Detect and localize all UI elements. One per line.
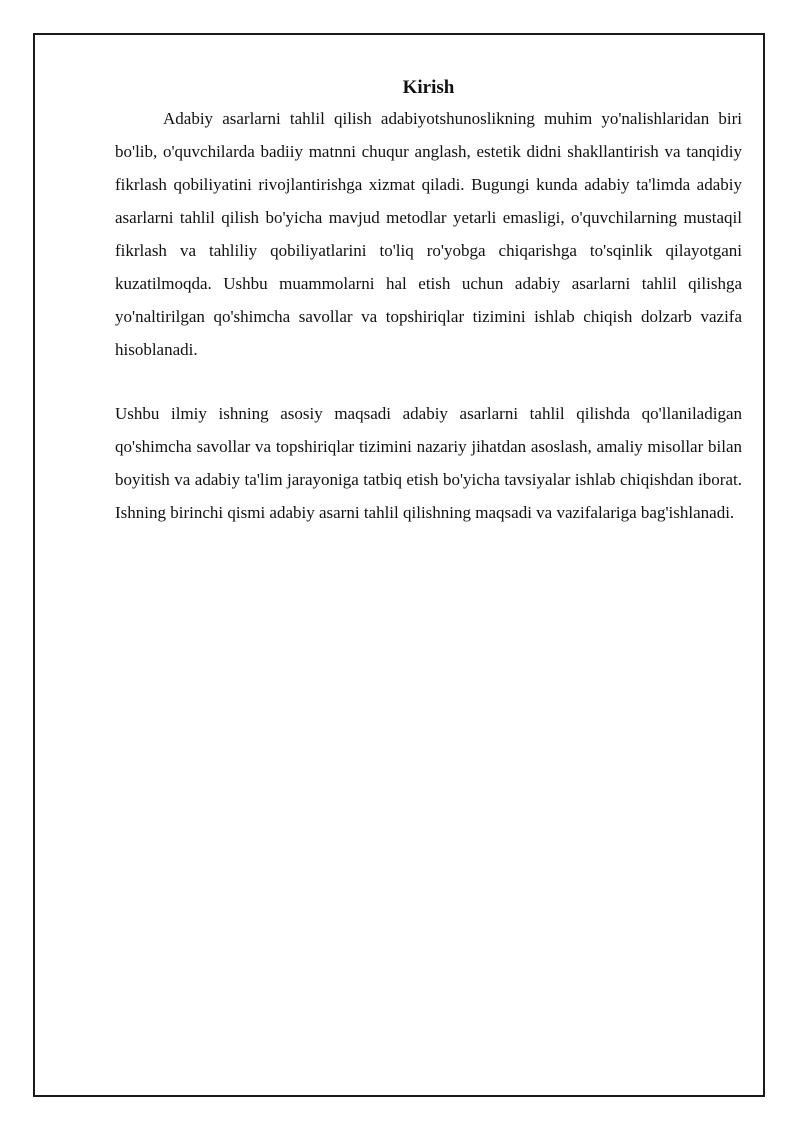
document-body [115, 74, 742, 529]
page-title: Kirish [402, 77, 455, 98]
paragraph-spacer [115, 366, 742, 397]
paragraph-purpose: Ushbu ilmiy ishning asosiy maqsadi adabiy asarlarni tahlil qilishda qo'llaniladigan qo'shimcha savollar va topshiriqlar tizimini nazariy jihatdan asoslash, amaliy misollar bilan boyitish va adabiy ta'lim jarayoniga tatbiq etish bo'yicha tavsiyalar ishlab chiqishdan iborat. Ishning birinchi qismi adabiy asarni tahlil qilishning maqsadi va vazifalariga bag'ishlanadi. [115, 404, 742, 522]
paragraph-introduction: Adabiy asarlarni tahlil qilish adabiyotshunoslikning muhim yo'nalishlaridan biri bo'lib, o'quvchilarda badiiy matnni chuqur anglash, estetik didni shakllantirish va tanqidiy fikrlash qobiliyatini rivojlantirishga xizmat qiladi. Bugungi kunda adabiy ta'limda adabiy asarlarni tahlil qilish bo'yicha mavjud metodlar yetarli emasligi, o'quvchilarning mustaqil fikrlash va tahliliy qobiliyatlarini to'liq ro'yobga chiqarishga to'sqinlik qilayotgani kuzatilmoqda. Ushbu muammolarni hal etish uchun adabiy asarlarni tahlil qilishga yo'naltirilgan qo'shimcha savollar va topshiriqlar tizimini ishlab chiqish dolzarb vazifa hisoblanadi. [115, 109, 742, 359]
